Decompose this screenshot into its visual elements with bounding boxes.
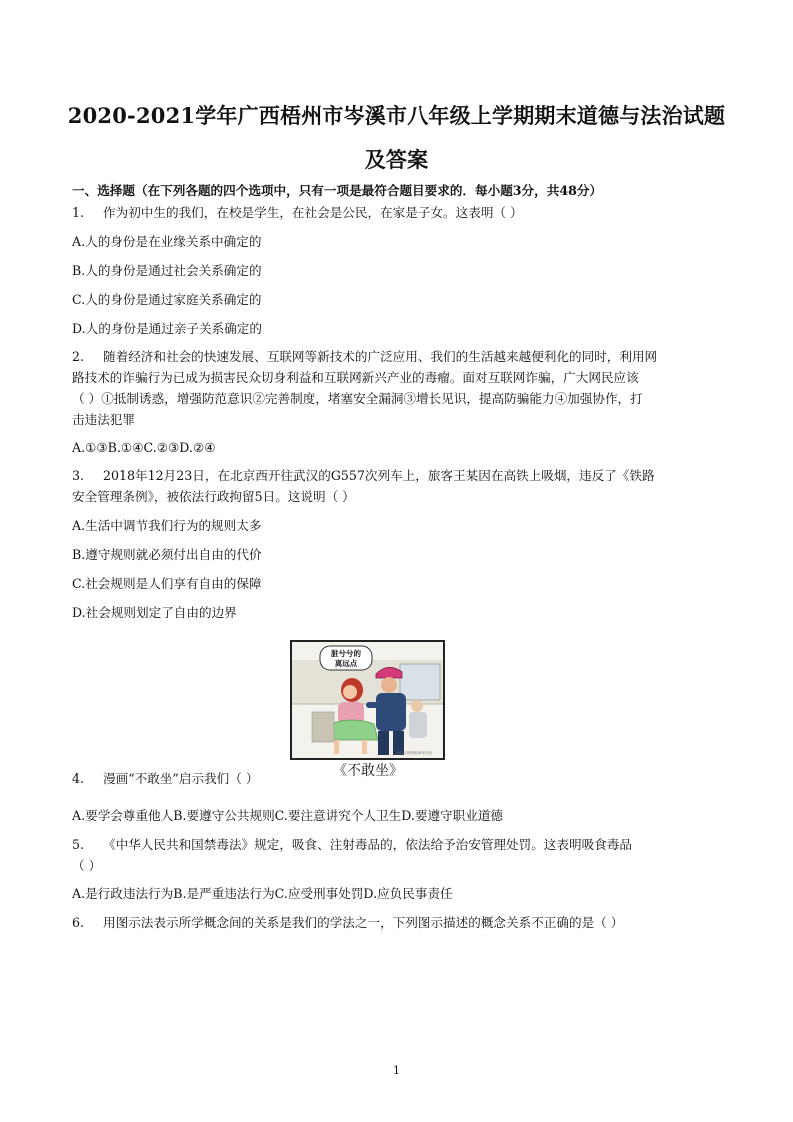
question-number: 4.: [72, 771, 85, 786]
question-number: 2.: [72, 349, 85, 364]
question-4: [72, 769, 724, 788]
cartoon-image: [290, 640, 445, 760]
question-stem: 漫画“不敢坐”启示我们（ ）: [103, 771, 259, 786]
question-stem-continued: 路技术的诈骗行为已成为损害民众切身利益和互联网新兴产业的毒瘤。面对互联网诈骗，广大网民应该: [72, 370, 639, 385]
option-a: A.生活中调节我们行为的规则太多: [72, 518, 262, 533]
question-2: [72, 347, 724, 366]
page-number: 1: [393, 1064, 400, 1077]
question-number: 6.: [72, 915, 85, 930]
option-c: C.人的身份是通过家庭关系确定的: [72, 292, 262, 307]
cartoon-illustration: [292, 642, 443, 758]
page-title: 2020-2021学年广西梧州市岑溪市八年级上学期期末道德与法治试题: [67, 103, 726, 128]
question-1: [72, 203, 724, 222]
question-3: [72, 466, 724, 485]
options-row: A.要学会尊重他人B.要遵守公共规则C.要注意讲究个人卫生D.要遵守职业道德: [72, 808, 504, 823]
question-stem: 作为初中生的我们，在校是学生，在社会是公民，在家是子女。这表明（ ）: [103, 205, 523, 220]
options-row: A.是行政违法行为B.是严重违法行为C.应受刑事处罚D.应负民事责任: [72, 886, 453, 901]
svg-text:离远点: 离远点: [334, 659, 358, 668]
svg-text:漫画作者张敏/新华社发: 漫画作者张敏/新华社发: [395, 751, 433, 755]
question-stem-continued: （ ）: [72, 858, 102, 873]
question-stem: 用图示法表示所学概念间的关系是我们的学法之一，下列图示描述的概念关系不正确的是（ ）: [103, 915, 624, 930]
question-number: 1.: [72, 205, 85, 220]
question-6: [72, 913, 724, 932]
question-stem-continued: （ ）①抵制诱惑，增强防范意识②完善制度，堵塞安全漏洞③增长见识，提高防骗能力④加强协作，打: [72, 391, 643, 406]
cartoon-caption: 《不敢坐》: [333, 763, 403, 779]
option-b: B.人的身份是通过社会关系确定的: [72, 263, 262, 278]
svg-text:脏兮兮的: 脏兮兮的: [331, 649, 361, 658]
option-a: A.人的身份是在业缘关系中确定的: [72, 234, 262, 249]
option-d: D.社会规则划定了自由的边界: [72, 605, 237, 620]
question-stem: 随着经济和社会的快速发展、互联网等新技术的广泛应用、我们的生活越来越便利化的同时，利用网: [103, 349, 658, 364]
question-stem: 《中华人民共和国禁毒法》规定，吸食、注射毒品的，依法给予治安管理处罚。这表明吸食毒品: [103, 837, 632, 852]
question-stem-continued: 击违法犯罪: [72, 412, 135, 427]
options-row: A.①③B.①④C.②③D.②④: [72, 440, 216, 455]
option-d: D.人的身份是通过亲子关系确定的: [72, 321, 262, 336]
question-5: [72, 835, 724, 854]
page-title-continued: 及答案: [364, 147, 429, 172]
question-stem: 2018年12月23日，在北京西开往武汉的G557次列车上，旅客王某因在高铁上吸烟，违反了《铁路: [103, 468, 655, 483]
question-number: 3.: [72, 468, 85, 483]
section-heading: 一、选择题（在下列各题的四个选项中，只有一项是最符合题目要求的．每小题3分，共48分）: [72, 183, 603, 198]
option-c: C.社会规则是人们享有自由的保障: [72, 576, 262, 591]
option-b: B.遵守规则就必须付出自由的代价: [72, 547, 262, 562]
question-stem-continued: 安全管理条例》，被依法行政拘留5日。这说明（ ）: [72, 489, 355, 504]
question-number: 5.: [72, 837, 85, 852]
